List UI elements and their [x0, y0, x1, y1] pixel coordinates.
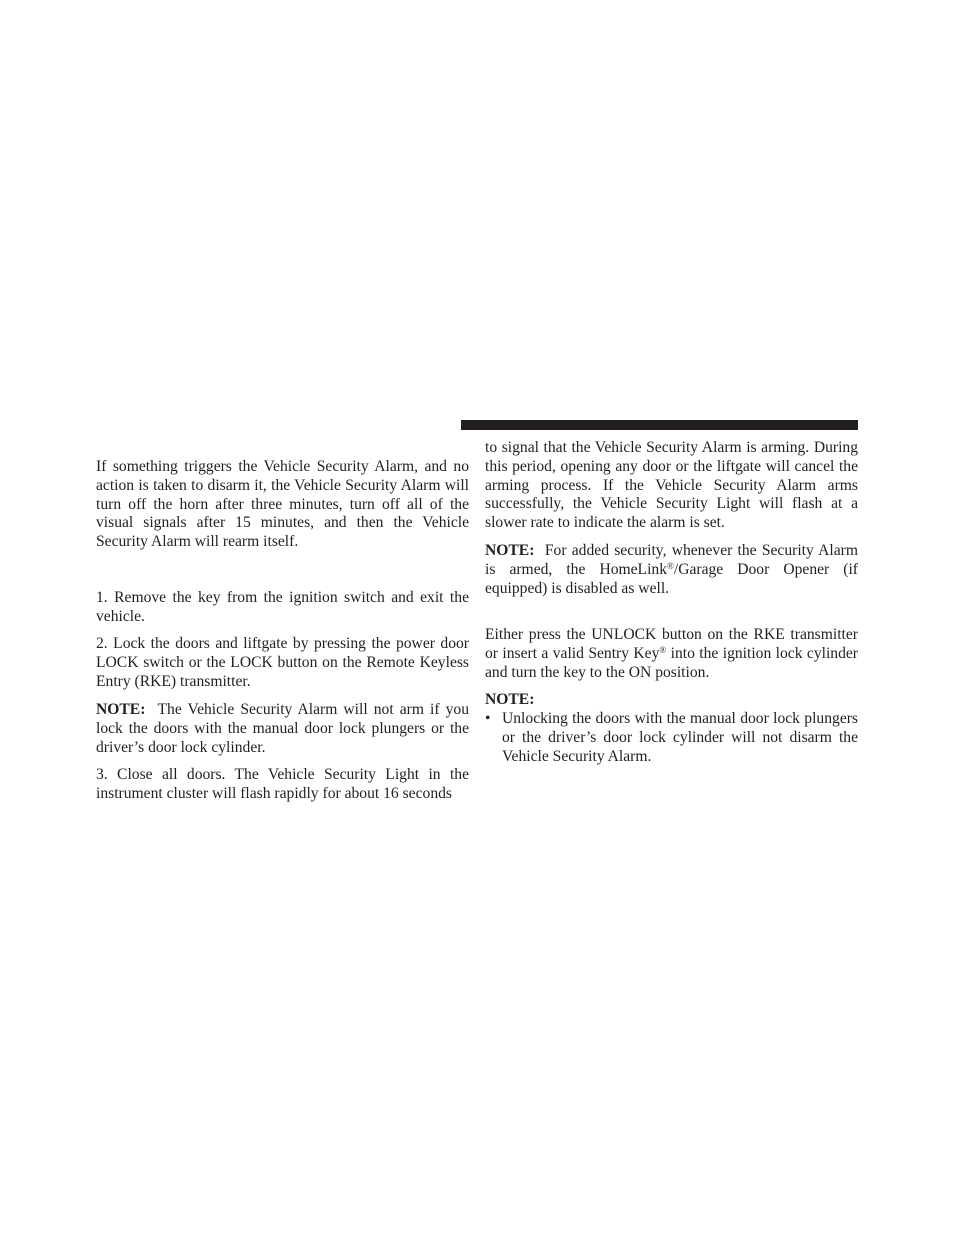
- disarm-paragraph: [485, 626, 858, 682]
- registered-mark: ®: [667, 560, 674, 571]
- note-text-after: /Garage Door Opener (if equipped) is disabled as well.: [485, 560, 858, 597]
- registered-mark: ®: [659, 644, 667, 655]
- arm-step-1: 1. Remove the key from the ignition switch and exit the vehicle.: [96, 589, 469, 625]
- arm-note: [96, 701, 469, 757]
- arm-step-3: 3. Close all doors. The Vehicle Security Light in the instrument cluster will flash rapidly for about 16 seconds: [96, 766, 469, 802]
- list-item: [485, 710, 858, 766]
- disarm-text-before: Either press the UNLOCK button on the RKE transmitter or insert a valid Sentry Key: [485, 626, 858, 662]
- note-label: NOTE:: [96, 701, 146, 718]
- note-text: The Vehicle Security Alarm will not arm if you lock the doors with the manual door lock plungers or the driver’s door lock cylinder.: [96, 701, 469, 756]
- note2-label: NOTE:: [485, 691, 535, 708]
- note-text-before: For added security, whenever the Security Alarm is armed, the HomeLink: [485, 542, 858, 578]
- bullet-text: Unlocking the doors with the manual door lock plungers or the driver’s door lock cylinder will not disarm the Vehicle Security Alarm.: [502, 710, 858, 765]
- rearm-paragraph: If something triggers the Vehicle Security Alarm, and no action is taken to disarm it, the Vehicle Security Alarm will turn off the horn after three minutes, turn off all of the visual signals after 15 minutes, and then the Vehicle Security Alarm will rearm itself.: [96, 458, 469, 551]
- note-label: NOTE:: [485, 542, 535, 559]
- section-header-bar: [461, 420, 858, 430]
- security-note: [485, 542, 858, 598]
- bullet-icon: •: [485, 710, 491, 727]
- arm-step-2: 2. Lock the doors and liftgate by pressing the power door LOCK switch or the LOCK button on the Remote Keyless Entry (RKE) transmitter.: [96, 635, 469, 690]
- disarm-text-after: into the ignition lock cylinder and turn the key to the ON position.: [485, 644, 858, 681]
- arming-continuation: to signal that the Vehicle Security Alarm is arming. During this period, opening any door or the liftgate will cancel the arming process. If the Vehicle Security Alarm arms successfully, the Vehicle Security Light will flash at a slower rate to indicate the alarm is set.: [485, 439, 858, 532]
